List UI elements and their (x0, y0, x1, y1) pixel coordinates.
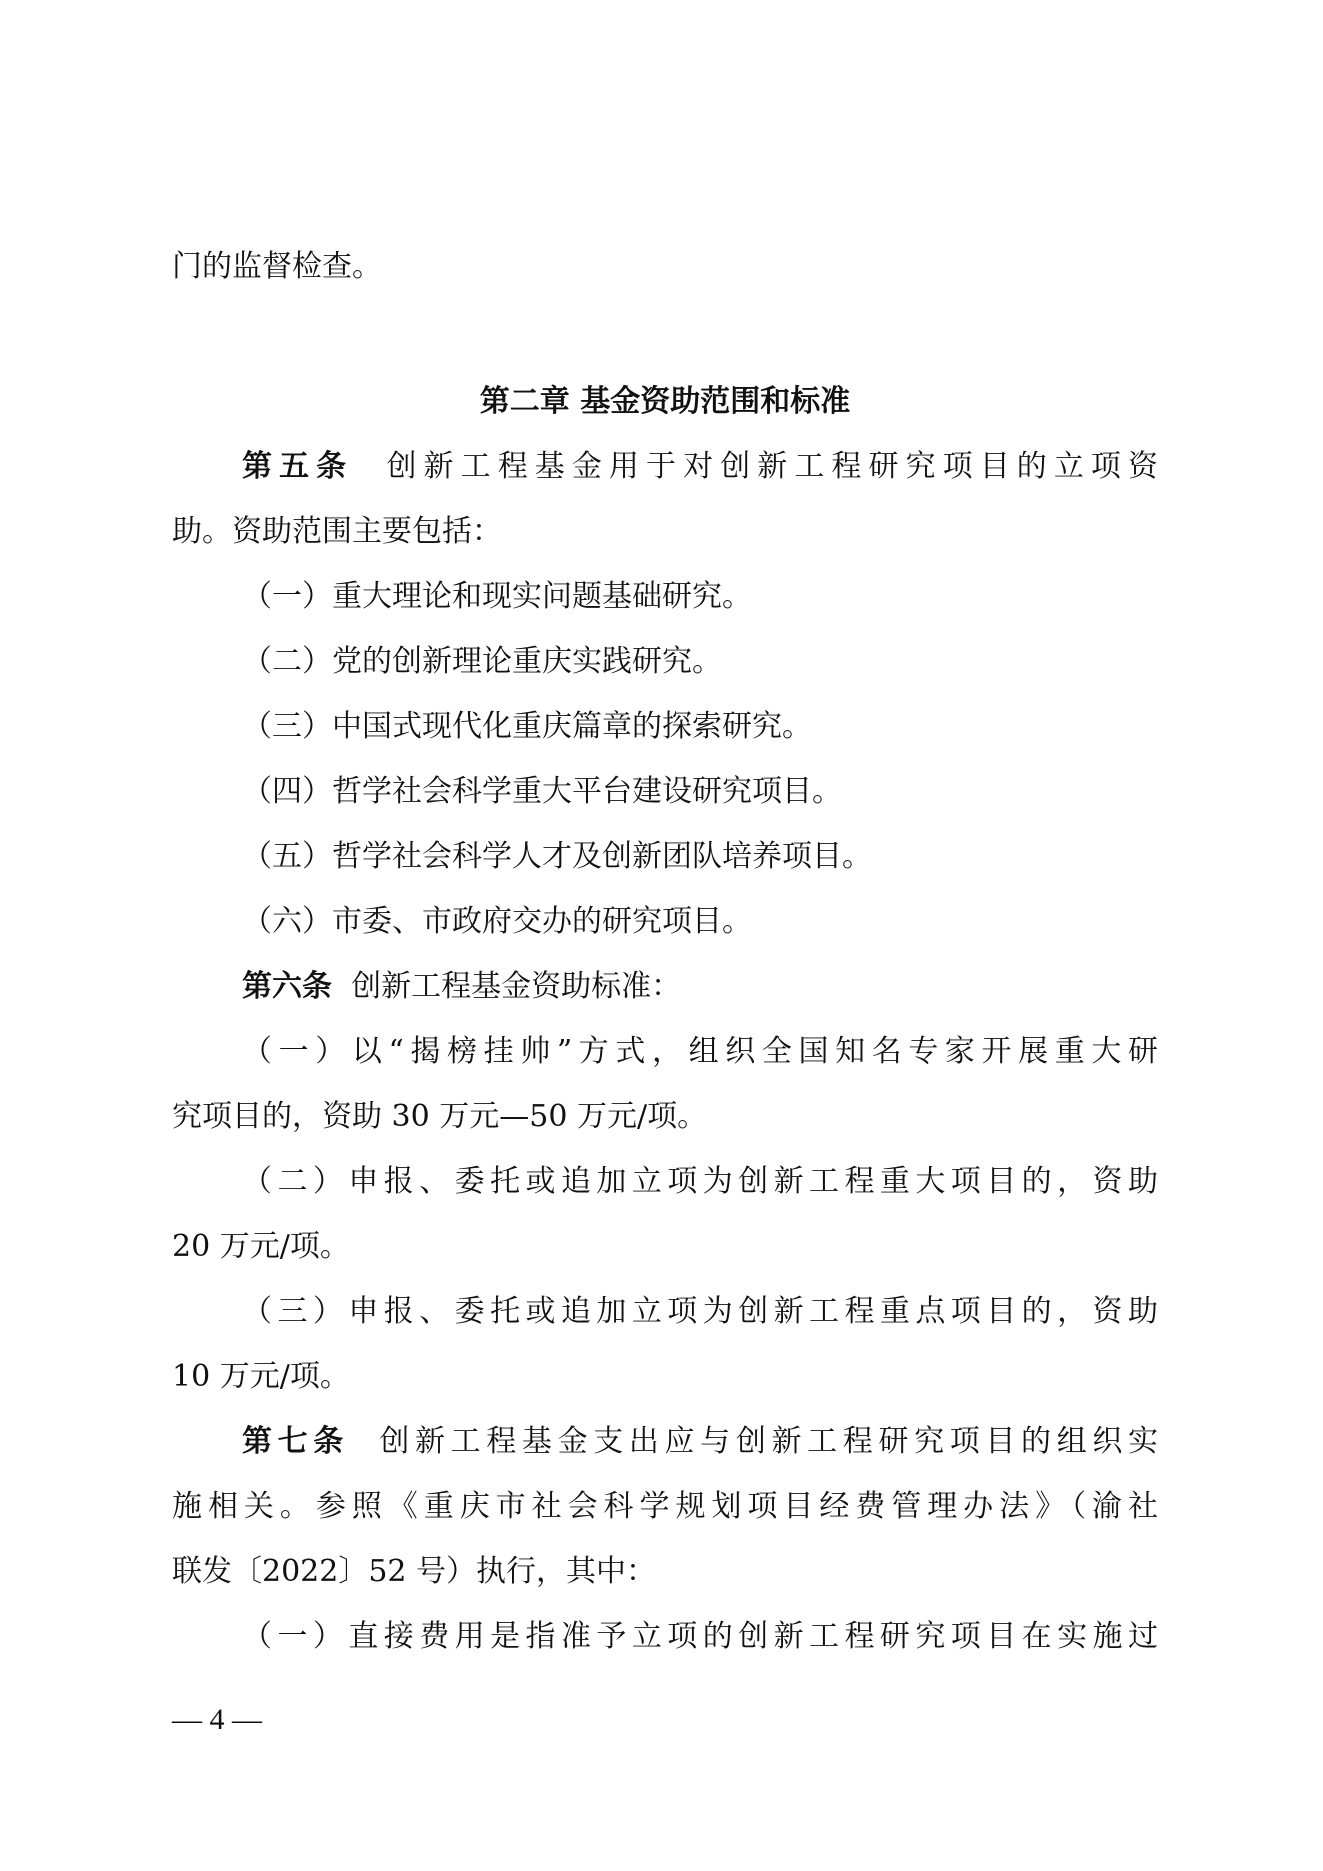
article-7-line-1 (242, 1422, 1158, 1462)
article-5-item-5: （五）哲学社会科学人才及创新团队培养项目。 (242, 839, 872, 874)
article-7-text-1: 创新工程基金支出应与创新工程研究项目的组织实 (379, 1424, 1158, 1459)
article-6-text-1: 创新工程基金资助标准： (351, 969, 682, 1004)
article-6-item-1-line-1: （一）以“揭榜挂帅”方式，组织全国知名专家开展重大研 (242, 1034, 1158, 1069)
article-6-item-3-line-1: （三）申报、委托或追加立项为创新工程重点项目的，资助 (242, 1294, 1158, 1329)
chapter-title: 第二章 基金资助范围和标准 (479, 384, 851, 419)
article-5-item-1: （一）重大理论和现实问题基础研究。 (242, 579, 752, 614)
article-6-line-1 (242, 967, 1158, 1007)
article-6-item-2-line-2: 20 万元/项。 (172, 1229, 350, 1264)
article-5-item-3: （三）中国式现代化重庆篇章的探索研究。 (242, 709, 812, 744)
article-6-item-2-line-1: （二）申报、委托或追加立项为创新工程重大项目的，资助 (242, 1164, 1158, 1199)
article-7-line-3: 联发〔2022〕52 号）执行，其中： (172, 1554, 657, 1589)
article-5-item-2: （二）党的创新理论重庆实践研究。 (242, 644, 722, 679)
article-7-line-2: 施相关。参照《重庆市社会科学规划项目经费管理办法》（渝社 (172, 1489, 1158, 1524)
article-5-item-6: （六）市委、市政府交办的研究项目。 (242, 904, 752, 939)
page-number: — 4 — (172, 1703, 262, 1736)
article-6-item-1-line-2: 究项目的，资助 30 万元—50 万元/项。 (172, 1099, 708, 1134)
article-7-item-1-line-1: （一）直接费用是指准予立项的创新工程研究项目在实施过 (242, 1619, 1158, 1654)
continuation-line: 门的监督检查。 (172, 249, 382, 284)
article-6-item-3-line-2: 10 万元/项。 (172, 1359, 350, 1394)
article-6-label: 第六条 (242, 969, 332, 1004)
article-5-text-1: 创新工程基金用于对创新工程研究项目的立项资 (386, 449, 1158, 484)
article-5-label: 第五条 (242, 449, 354, 484)
article-7-label: 第七条 (242, 1424, 349, 1459)
article-5-line-2: 助。资助范围主要包括： (172, 514, 502, 549)
article-5-item-4: （四）哲学社会科学重大平台建设研究项目。 (242, 774, 842, 809)
article-5-line-1 (242, 447, 1158, 487)
